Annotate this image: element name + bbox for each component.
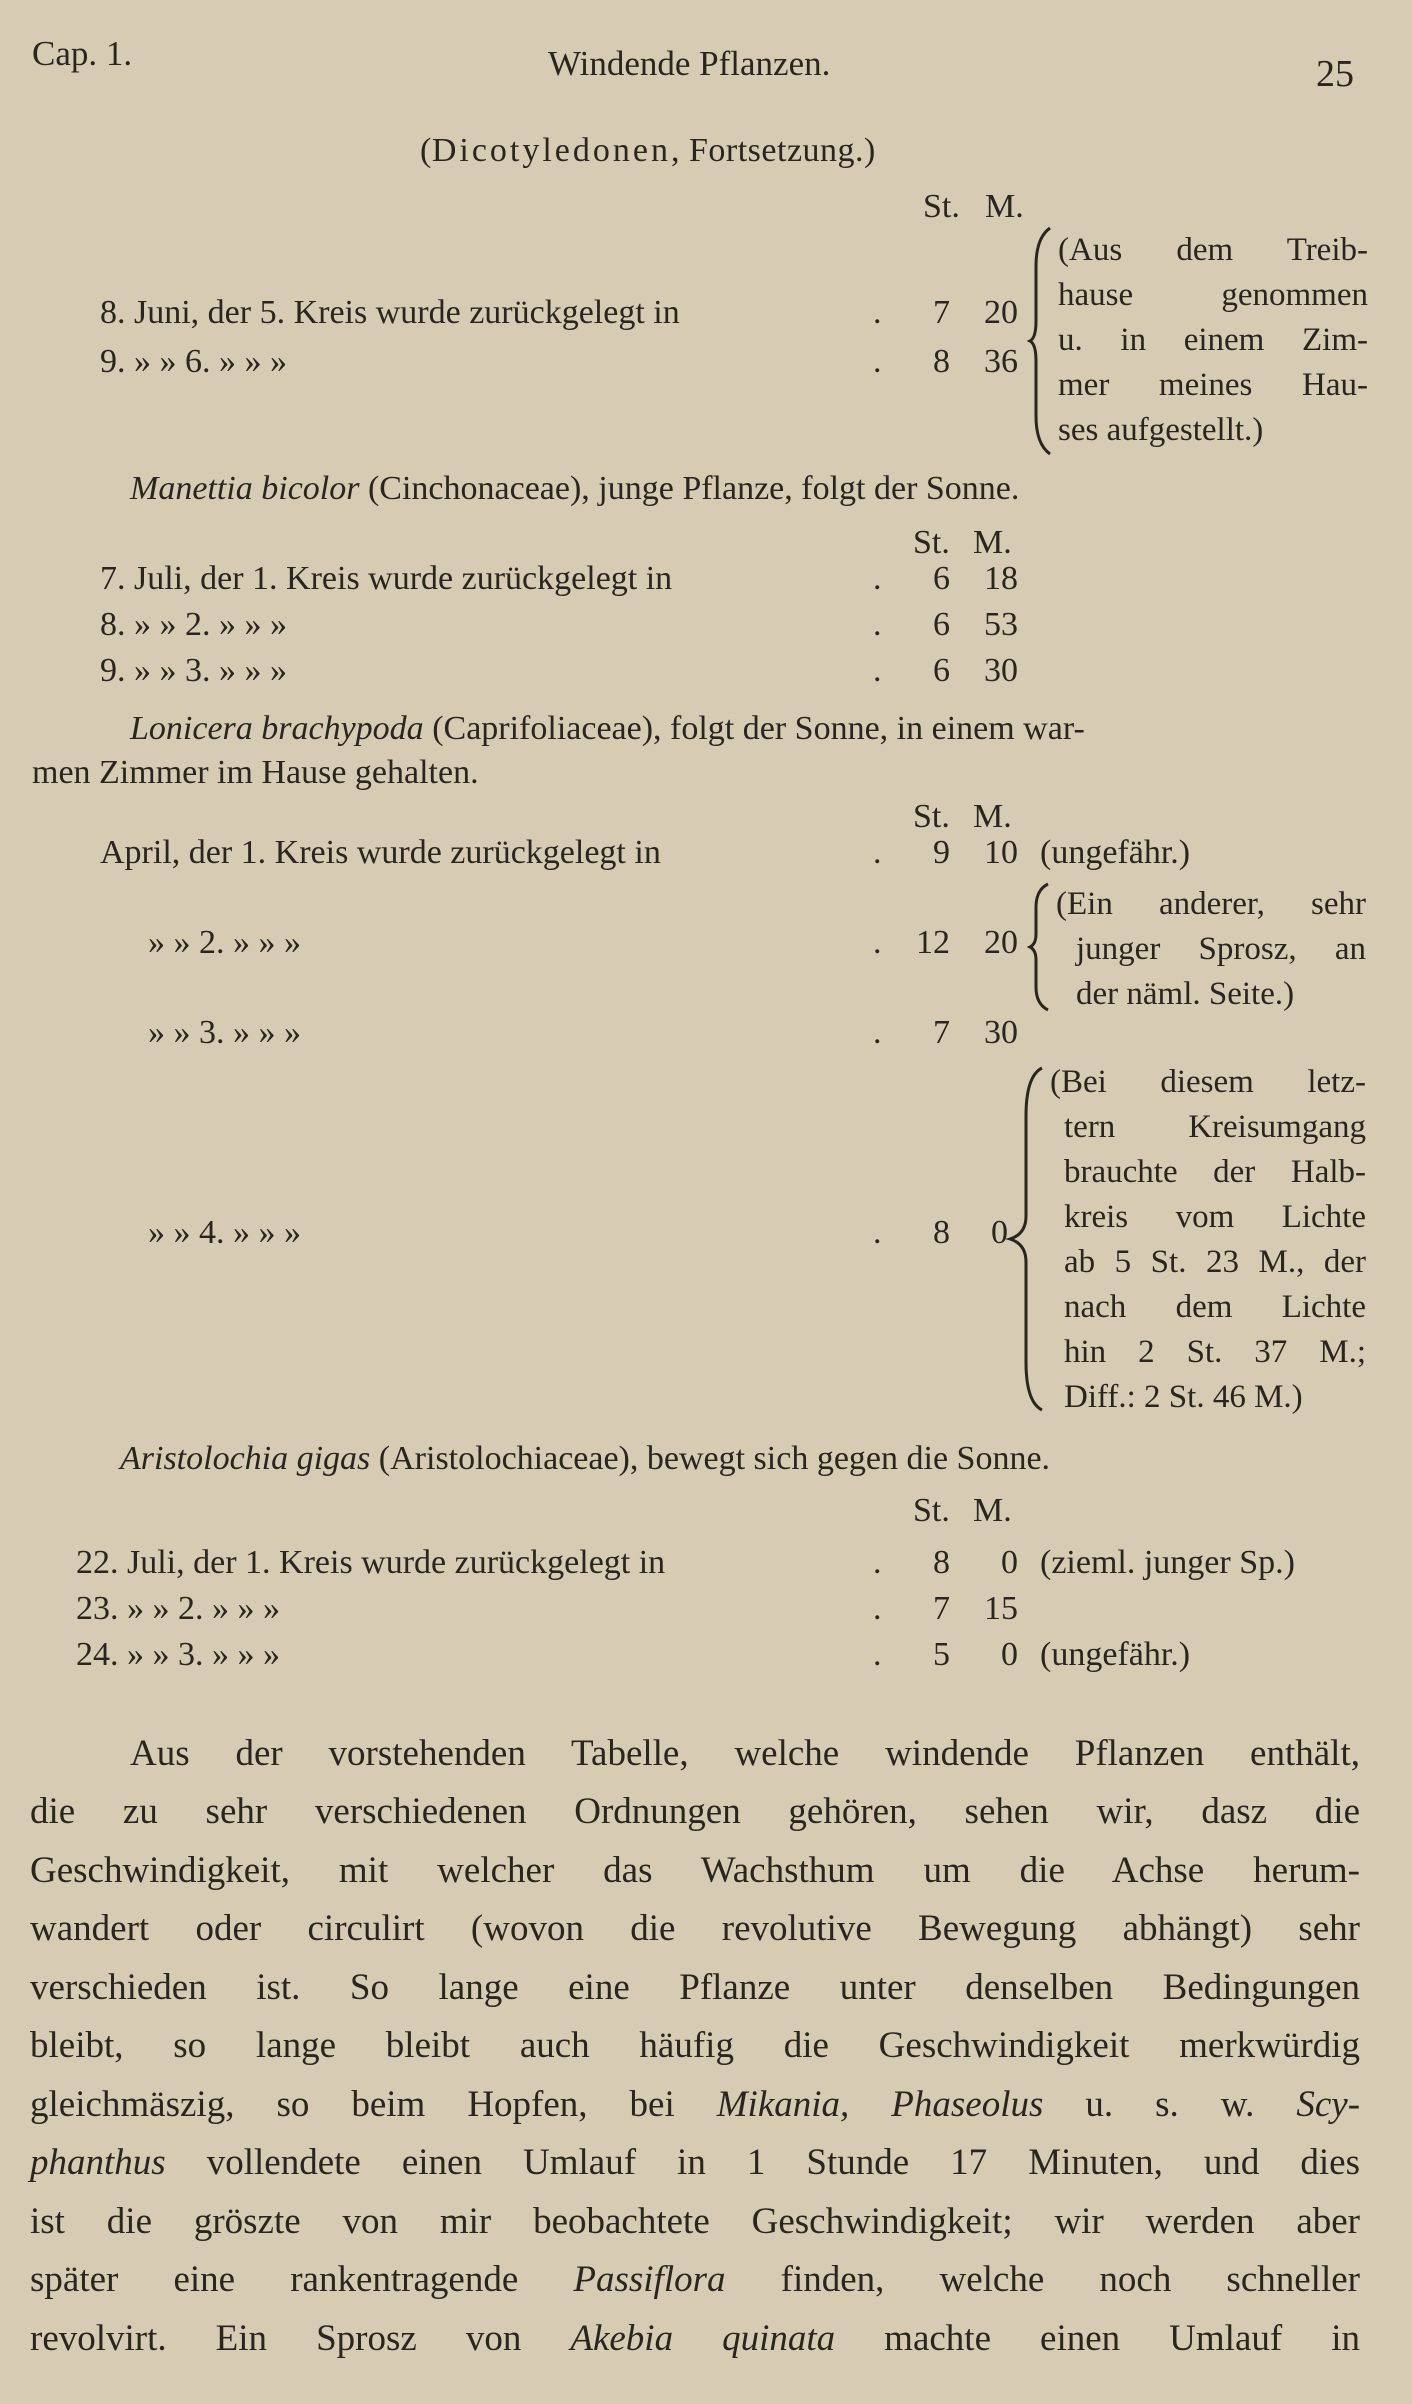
table1-row-label: 8. Juni, der 5. Kreis wurde zurückgelegt in <box>100 294 680 331</box>
plant-heading: Lonicera brachypoda (Caprifoliaceae), folgt der Sonne, in einem war- <box>130 710 1085 747</box>
paragraph-line: die zu sehr verschiedenen Ordnungen gehören, sehen wir, dasz die <box>30 1791 1360 1832</box>
plant4-row-hours: 5 <box>933 1636 950 1673</box>
plant3-row-hours: 8 <box>933 1214 950 1251</box>
plant3-row-hours: 9 <box>933 834 950 871</box>
plant3-row-label: » » 3. » » » <box>148 1014 301 1051</box>
paragraph-line: revolvirt. Ein Sprosz von Akebia quinata machte einen Umlauf in <box>30 2318 1360 2359</box>
plant3-row-label: April, der 1. Kreis wurde zurückgelegt in <box>100 834 661 871</box>
table1-row-label: 9. » » 6. » » » <box>100 343 287 380</box>
plant4-row-dot: . <box>873 1590 882 1627</box>
unit-minutes: M. <box>973 524 1012 561</box>
plant2-row-minutes: 18 <box>984 560 1018 597</box>
plant3-row2-note: (Ein anderer, sehr junger Sprosz, an der näml. Seite.) <box>1056 886 1366 1012</box>
table1-row-dot: . <box>873 294 882 331</box>
unit-minutes: M. <box>973 1492 1012 1529</box>
plant2-row-dot: . <box>873 652 882 689</box>
plant4-row-label: 23. » » 2. » » » <box>76 1590 280 1627</box>
brace-row2 <box>1028 882 1054 1012</box>
running-title: Windende Pflanzen. <box>548 44 831 83</box>
plant3-row-dot: . <box>873 1014 882 1051</box>
paragraph-line: ist die gröszte von mir beobachtete Geschwindigkeit; wir werden aber <box>30 2201 1360 2242</box>
plant4-row-label: 24. » » 3. » » » <box>76 1636 280 1673</box>
page-number: 25 <box>1316 53 1354 95</box>
plant2-row-hours: 6 <box>933 560 950 597</box>
plant2-row-hours: 6 <box>933 606 950 643</box>
brace-row4 <box>1008 1066 1052 1412</box>
paragraph-line: später eine rankentragende Passiflora finden, welche noch schneller <box>30 2259 1360 2300</box>
plant2-row-label: 7. Juli, der 1. Kreis wurde zurückgelegt in <box>100 560 673 597</box>
paragraph-line: gleichmäszig, so beim Hopfen, bei Mikania, Phaseolus u. s. w. Scy- <box>30 2084 1361 2125</box>
table1-row-minutes: 20 <box>984 294 1018 331</box>
plant-heading-continued: men Zimmer im Hause gehalten. <box>32 754 479 791</box>
plant4-row-label: 22. Juli, der 1. Kreis wurde zurückgelegt in <box>76 1544 666 1581</box>
plant3-row-note: (ungefähr.) <box>1040 834 1191 871</box>
plant3-row-hours: 7 <box>933 1014 950 1051</box>
plant2-row-dot: . <box>873 606 882 643</box>
plant4-row-minutes: 0 <box>1001 1636 1018 1673</box>
table1-row-minutes: 36 <box>984 343 1018 380</box>
plant3-row-label: » » 4. » » » <box>148 1214 301 1251</box>
plant4-row-note: (zieml. junger Sp.) <box>1040 1544 1295 1581</box>
unit-minutes: M. <box>973 798 1012 835</box>
unit-hours: St. <box>913 798 950 835</box>
chapter-label: Cap. 1. <box>32 34 133 73</box>
plant4-row-dot: . <box>873 1544 882 1581</box>
plant3-row-minutes: 30 <box>984 1014 1018 1051</box>
plant4-row-hours: 7 <box>933 1590 950 1627</box>
section-subtitle: (Dicotyledonen, Fortsetzung.) <box>420 132 876 169</box>
plant2-row-dot: . <box>873 560 882 597</box>
table1-row-dot: . <box>873 343 882 380</box>
plant3-row-label: » » 2. » » » <box>148 924 301 961</box>
plant3-row-dot: . <box>873 1214 882 1251</box>
plant3-row-minutes: 20 <box>984 924 1018 961</box>
unit-minutes: M. <box>985 188 1024 225</box>
plant2-row-hours: 6 <box>933 652 950 689</box>
plant4-row-minutes: 15 <box>984 1590 1018 1627</box>
plant2-row-label: 9. » » 3. » » » <box>100 652 287 689</box>
plant4-row-hours: 8 <box>933 1544 950 1581</box>
paragraph-line: Aus der vorstehenden Tabelle, welche windende Pflanzen enthält, <box>130 1733 1360 1774</box>
brace-table1 <box>1028 226 1058 456</box>
paragraph-line: wandert oder circulirt (wovon die revolutive Bewegung abhängt) sehr <box>30 1908 1360 1949</box>
plant3-row-hours: 12 <box>916 924 950 961</box>
unit-hours: St. <box>913 1492 950 1529</box>
paragraph-line: Geschwindigkeit, mit welcher das Wachsthum um die Achse herum- <box>30 1850 1360 1891</box>
plant4-row-minutes: 0 <box>1001 1544 1018 1581</box>
plant3-row4-note: (Bei diesem letz- tern Kreisumgang brauchte der Halb- kreis vom Lichte ab 5 St. 23 M., der nach dem Lichte hin 2 St. 37 M.; Diff.: 2 St. 46 M.) <box>1050 1064 1366 1415</box>
unit-hours: St. <box>913 524 950 561</box>
plant3-row-minutes: 10 <box>984 834 1018 871</box>
plant4-row-note: (ungefähr.) <box>1040 1636 1191 1673</box>
plant2-row-label: 8. » » 2. » » » <box>100 606 287 643</box>
plant4-row-dot: . <box>873 1636 882 1673</box>
plant2-row-minutes: 53 <box>984 606 1018 643</box>
plant3-row-dot: . <box>873 924 882 961</box>
table1-note: (Aus dem Treib- hause genommen u. in einem Zim- mer meines Hau- ses aufgestellt.) <box>1058 232 1368 448</box>
plant3-row-minutes: 0 <box>991 1214 1008 1251</box>
paragraph-line: verschieden ist. So lange eine Pflanze unter denselben Bedingungen <box>30 1967 1360 2008</box>
paragraph-line: bleibt, so lange bleibt auch häufig die Geschwindigkeit merkwürdig <box>30 2025 1360 2066</box>
paragraph-line: phanthus vollendete einen Umlauf in 1 Stunde 17 Minuten, und dies <box>30 2142 1360 2183</box>
plant-heading: Manettia bicolor (Cinchonaceae), junge Pflanze, folgt der Sonne. <box>130 470 1020 507</box>
table1-row-hours: 8 <box>933 343 950 380</box>
plant3-row-dot: . <box>873 834 882 871</box>
plant-heading: Aristolochia gigas (Aristolochiaceae), bewegt sich gegen die Sonne. <box>120 1440 1051 1477</box>
table1-row-hours: 7 <box>933 294 950 331</box>
plant2-row-minutes: 30 <box>984 652 1018 689</box>
unit-hours: St. <box>923 188 960 225</box>
